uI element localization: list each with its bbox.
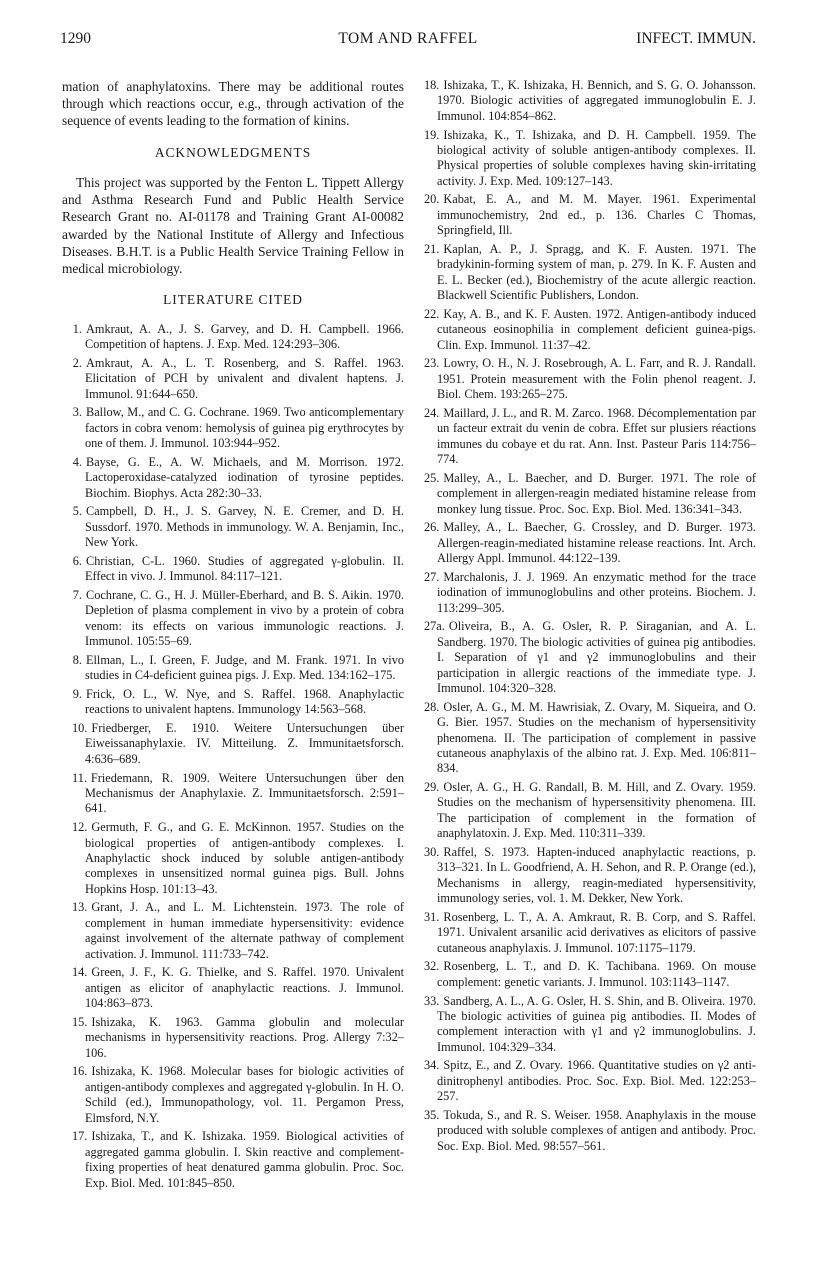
acknowledgments-text: This project was supported by the Fenton L. Tippett Allergy and Asthma Research Fund and Public Health Service Research Grant no. AI-01178 and Training Grant AI-00082 awarded by the National Institute of Allergy and Infectious Diseases. B.H.T. is a Public Health Service Training Fellow in medical microbiology. [62, 175, 404, 277]
reference-item [414, 356, 756, 402]
reference-number: 26. [424, 520, 440, 535]
reference-number: 34. [424, 1058, 440, 1073]
reference-number: 4. [72, 454, 82, 469]
reference-number: 28. [424, 699, 440, 714]
reference-text: Osler, A. G., H. G. Randall, B. M. Hill, and Z. Ovary. 1959. Studies on the mechanism of hypersensitivity phenomena. III. The participation of complement in the formation of anaphylatoxin. J. Exp. Med. 110:311–339. [437, 780, 756, 841]
reference-number: 29. [424, 780, 440, 795]
reference-item [62, 721, 404, 767]
intro-paragraph: mation of anaphylatoxins. There may be additional routes through which reactions occur, e.g., through activation of the sequence of events leading to the formation of kinins. [62, 79, 404, 129]
reference-item [414, 700, 756, 777]
reference-number: 18. [424, 78, 440, 92]
reference-text: Grant, J. A., and L. M. Lichtenstein. 1973. The role of complement in human immediate hypersensitivity: evidence against involvement of the alternate pathway of complement activation. J. Immunol. 111:733–742. [85, 900, 404, 961]
reference-number: 9. [72, 686, 82, 701]
reference-number: 19. [424, 127, 440, 142]
reference-number: 27a. [424, 619, 445, 634]
reference-number: 30. [424, 844, 440, 859]
literature-heading: LITERATURE CITED [163, 292, 303, 308]
reference-item [62, 1064, 404, 1126]
reference-item [414, 128, 756, 190]
reference-number: 12. [72, 820, 88, 835]
reference-item [62, 504, 404, 550]
reference-text: Lowry, O. H., N. J. Rosebrough, A. L. Farr, and R. J. Randall. 1951. Protein measurement with the Folin phenol reagent. J. Biol. Chem. 193:265–275. [437, 356, 756, 402]
reference-item [62, 455, 404, 501]
reference-item [414, 619, 756, 696]
reference-number: 8. [72, 652, 82, 667]
reference-text: Ishizaka, T., K. Ishizaka, H. Bennich, and S. G. O. Johansson. 1970. Biologic activities of aggregated immunoglobulin E. J. Immunol. 104:854–862. [437, 78, 756, 123]
reference-item [62, 588, 404, 650]
reference-number: 1. [72, 321, 82, 336]
reference-text: Ishizaka, T., and K. Ishizaka. 1959. Biological activities of aggregated gamma globulin. I. Skin reactive and complement-fixing properties of heat denatured gamma globulin. Proc. Soc. Exp. Biol. Med. 101:845–850. [85, 1129, 404, 1190]
reference-item [414, 780, 756, 842]
reference-text: Ishizaka, K. 1968. Molecular bases for biologic activities of antigen-antibody complexes and aggregated γ-globulin. In H. O. Schild (ed.), Immunopathology, vol. 11. Pergamon Press, Elmsford, N.Y. [85, 1064, 404, 1125]
reference-number: 35. [424, 1107, 440, 1122]
reference-item [62, 900, 404, 962]
reference-number: 22. [424, 306, 440, 321]
reference-number: 3. [72, 405, 82, 420]
reference-number: 5. [72, 504, 82, 519]
reference-text: Kay, A. B., and K. F. Austen. 1972. Antigen-antibody induced cutaneous eosinophilia in complement deficient guinea-pigs. Clin. Exp. Immunol. 11:37–42. [437, 306, 756, 352]
reference-item [62, 1015, 404, 1061]
reference-number: 7. [72, 587, 82, 602]
reference-text: Marchalonis, J. J. 1969. An enzymatic method for the trace iodination of immunoglobulins and other proteins. Biochem. J. 113:299–305. [437, 569, 756, 615]
reference-text: Raffel, S. 1973. Hapten-induced anaphylactic reactions, p. 313–321. In L. Goodfriend, A. H. Sehon, and R. P. Orange (ed.), Mechanisms in allergy, reagin-mediated hypersensitivity, immunology series, vol. 1. M. Dekker, New York. [437, 844, 756, 906]
right-column [414, 78, 756, 1157]
reference-item [414, 242, 756, 304]
reference-text: Amkraut, A. A., L. T. Rosenberg, and S. Raffel. 1963. Elicitation of PCH by univalent and divalent haptens. J. Immunol. 91:644–650. [85, 355, 404, 401]
reference-number: 24. [424, 405, 440, 420]
reference-text: Green, J. F., K. G. Thielke, and S. Raffel. 1970. Univalent antigen as elicitor of anaphylactic reactions. J. Immunol. 104:863–873. [85, 965, 404, 1011]
reference-number: 13. [72, 900, 88, 915]
reference-text: Rosenberg, L. T., and D. K. Tachibana. 1969. On mouse complement: genetic variants. J. Immunol. 103:1143–1147. [437, 959, 756, 989]
reference-item [62, 771, 404, 817]
reference-text: Ellman, L., I. Green, F. Judge, and M. Frank. 1971. In vivo studies in C4-deficient guinea pigs. J. Exp. Med. 134:162–175. [85, 652, 404, 683]
reference-item [62, 1129, 404, 1191]
page-header [60, 30, 756, 54]
reference-text: Friedemann, R. 1909. Weitere Untersuchungen über den Mechanismus der Anaphylaxie. Z. Immunitaetsforsch. 2:591–641. [85, 770, 404, 816]
reference-item [62, 820, 404, 897]
reference-text: Ballow, M., and C. G. Cochrane. 1969. Two anticomplementary factors in cobra venom: hemolysis of guinea pig erythrocytes by one of them. J. Immunol. 103:944–952. [85, 405, 404, 451]
reference-item [414, 78, 756, 124]
references-list-left [62, 322, 404, 1191]
reference-text: Germuth, F. G., and G. E. McKinnon. 1957. Studies on the biological properties of antigen-antibody complexes. I. Anaphylactic shock induced by soluble antigen-antibody complexes in unsensitized normal guinea pigs. Bull. Johns Hopkins Hosp. 101:13–43. [85, 820, 404, 896]
reference-item [62, 687, 404, 718]
references-list-right [414, 78, 756, 1154]
reference-text: Friedberger, E. 1910. Weitere Untersuchungen über Eiweissanaphylaxie. IV. Mitteilung. Z. Immunitaetsforsch. 4:636–689. [85, 721, 404, 766]
reference-text: Ishizaka, K., T. Ishizaka, and D. H. Campbell. 1959. The biological activity of soluble antigen-antibody complexes. II. Physical properties of soluble complexes having skin-irritating activity. J. Exp. Med. 109:127–143. [437, 127, 756, 188]
reference-number: 15. [72, 1014, 88, 1029]
reference-number: 11. [72, 770, 87, 785]
reference-item [62, 356, 404, 402]
journal-name: INFECT. IMMUN. [636, 30, 756, 47]
reference-text: Kaplan, A. P., J. Spragg, and K. F. Austen. 1971. The bradykinin-forming system of man, p. 279. In K. F. Austen and E. L. Becker (ed.), Biochemistry of the acute allergic reaction. Blackwell Scientific Publishers, London. [437, 241, 756, 303]
page-number: 1290 [60, 30, 91, 47]
reference-text: Rosenberg, L. T., A. A. Amkraut, R. B. Corp, and S. Raffel. 1971. Univalent arsanilic acid derivatives as elicitors of passive cutaneous anaphylaxis. J. Immunol. 107:1175–1179. [437, 909, 756, 955]
reference-item [62, 965, 404, 1011]
reference-item [414, 1058, 756, 1104]
reference-item [414, 910, 756, 956]
reference-number: 20. [424, 192, 440, 207]
reference-text: Bayse, G. E., A. W. Michaels, and M. Morrison. 1972. Lactoperoxidase-catalyzed iodination of tyrosine peptides. Biochim. Biophys. Acta 282:30–33. [85, 454, 404, 500]
reference-text: Tokuda, S., and R. S. Weiser. 1958. Anaphylaxis in the mouse produced with soluble complexes of antigen and antibody. Proc. Soc. Exp. Biol. Med. 98:557–561. [437, 1107, 756, 1153]
reference-text: Malley, A., L. Baecher, and D. Burger. 1971. The role of complement in allergen-reagin mediated histamine release from monkey lung tissue. Proc. Soc. Exp. Biol. Med. 136:341–343. [437, 470, 756, 516]
reference-text: Osler, A. G., M. M. Hawrisiak, Z. Ovary, M. Siqueira, and O. G. Bier. 1957. Studies on the mechanism of hypersensitivity phenomena. II. The participation of complement in passive cutaneous anaphylaxis of the albino rat. J. Exp. Med. 106:811–834. [437, 699, 756, 776]
reference-text: Frick, O. L., W. Nye, and S. Raffel. 1968. Anaphylactic reactions to univalent haptens. Immunology 14:563–568. [85, 686, 404, 717]
reference-text: Sandberg, A. L., A. G. Osler, H. S. Shin, and B. Oliveira. 1970. The biologic activities of guinea pig antibodies. II. Modes of complement interaction with γ1 and γ2 immunoglobulins. J. Immunol. 104:329–334. [437, 993, 756, 1054]
reference-item [414, 406, 756, 468]
running-title: TOM AND RAFFEL [338, 30, 478, 47]
reference-item [414, 959, 756, 990]
reference-number: 25. [424, 470, 440, 485]
reference-number: 14. [72, 965, 88, 980]
reference-item [414, 845, 756, 907]
reference-number: 31. [424, 909, 440, 924]
reference-item [62, 405, 404, 451]
reference-number: 21. [424, 241, 440, 256]
reference-item [414, 570, 756, 616]
left-column [62, 78, 404, 1194]
reference-number: 23. [424, 356, 440, 371]
reference-number: 33. [424, 993, 440, 1008]
reference-number: 2. [72, 355, 82, 370]
reference-item [414, 1108, 756, 1154]
reference-item [414, 471, 756, 517]
reference-text: Cochrane, C. G., H. J. Müller-Eberhard, and B. S. Aikin. 1970. Depletion of plasma complement in vivo by a protein of cobra venom: its effects on various immunologic reactions. J. Immunol. 105:55–69. [85, 587, 404, 649]
reference-item [414, 192, 756, 238]
reference-text: Campbell, D. H., J. S. Garvey, N. E. Cremer, and D. H. Sussdorf. 1970. Methods in immunology. W. A. Benjamin, Inc., New York. [85, 504, 404, 550]
reference-text: Christian, C-L. 1960. Studies of aggregated γ-globulin. II. Effect in vivo. J. Immunol. 84:117–121. [85, 553, 404, 584]
reference-number: 10. [72, 721, 88, 736]
reference-item [62, 653, 404, 684]
reference-text: Malley, A., L. Baecher, G. Crossley, and D. Burger. 1973. Allergen-reagin-mediated histamine release reactions. Int. Arch. Allergy Appl. Immunol. 44:122–139. [437, 520, 756, 566]
reference-text: Maillard, J. L., and R. M. Zarco. 1968. Décomplementation par un facteur extrait du venin de cobra. Effet sur plusiers réactions immunes du cobaye et du rat. Ann. Inst. Pasteur Paris 114:756–774. [437, 405, 756, 467]
acknowledgments-heading: ACKNOWLEDGMENTS [154, 144, 312, 160]
reference-text: Oliveira, B., A. G. Osler, R. P. Siraganian, and A. L. Sandberg. 1970. The biologic activities of guinea pig antibodies. I. Separation of γ1 and γ2 immunoglobulins and their participation in allergic reactions of the immediate type. J. Immunol. 104:320–328. [437, 619, 756, 695]
reference-number: 16. [72, 1064, 88, 1079]
reference-number: 32. [424, 959, 440, 974]
reference-text: Spitz, E., and Z. Ovary. 1966. Quantitative studies on γ2 anti-dinitrophenyl antibodies. Proc. Soc. Exp. Biol. Med. 122:253–257. [437, 1058, 756, 1104]
reference-number: 17. [72, 1129, 88, 1144]
reference-item [62, 554, 404, 585]
reference-item [414, 520, 756, 566]
reference-item [414, 994, 756, 1056]
reference-item [414, 307, 756, 353]
reference-text: Amkraut, A. A., J. S. Garvey, and D. H. Campbell. 1966. Competition of haptens. J. Exp. Med. 124:293–306. [85, 321, 404, 352]
reference-text: Kabat, E. A., and M. M. Mayer. 1961. Experimental immunochemistry, 2nd ed., p. 136. Charles C Thomas, Springfield, Ill. [437, 192, 756, 238]
reference-number: 6. [72, 553, 82, 568]
reference-item [62, 322, 404, 353]
reference-text: Ishizaka, K. 1963. Gamma globulin and molecular mechanisms in hypersensitivity reactions. Prog. Allergy 7:32–106. [85, 1014, 404, 1060]
reference-number: 27. [424, 569, 440, 584]
